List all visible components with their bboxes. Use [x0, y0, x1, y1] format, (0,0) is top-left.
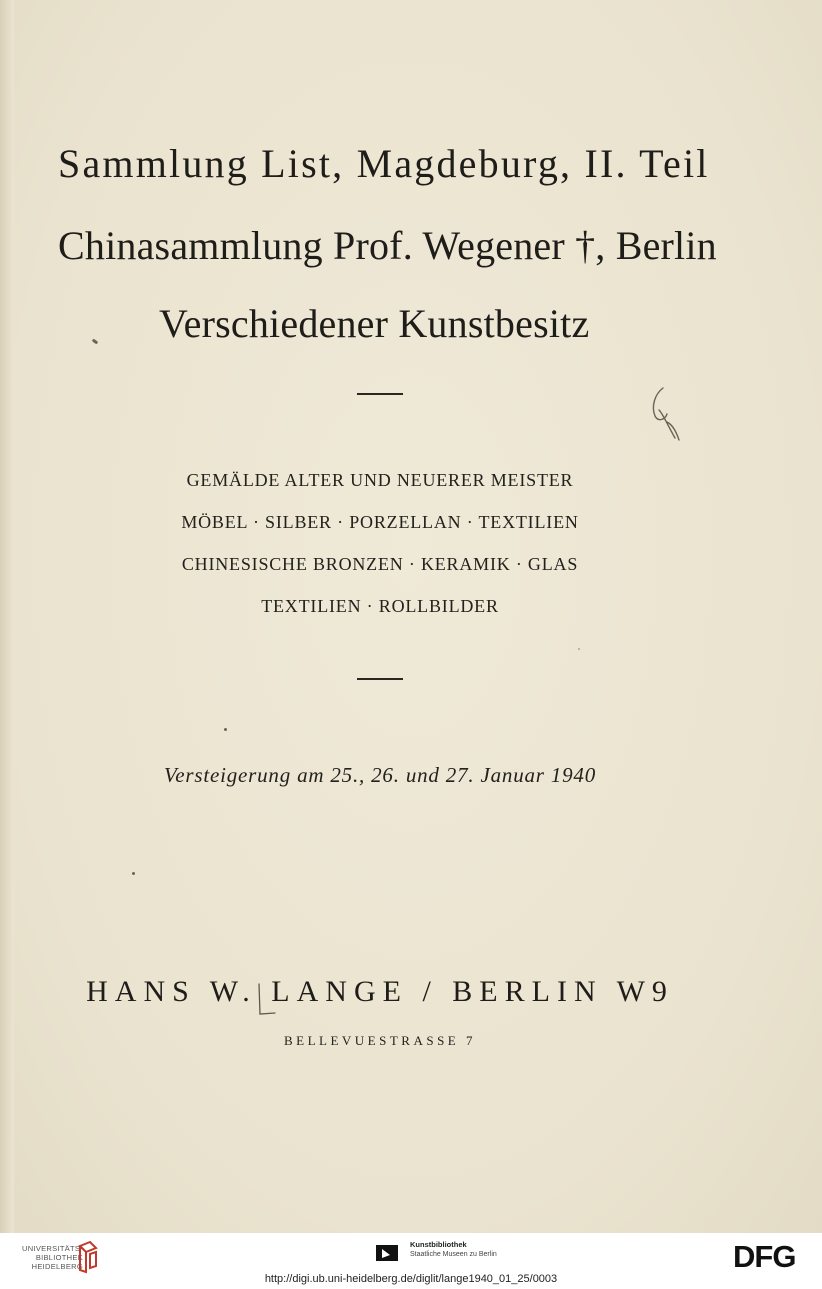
ub-line-1: UNIVERSITÄTS- — [22, 1244, 83, 1253]
title-line-2: Chinasammlung Prof. Wegener †, Berlin — [58, 223, 717, 268]
category-line-3: CHINESISCHE BRONZEN · KERAMIK · GLAS — [181, 554, 579, 574]
publisher-address: BELLEVUESTRASSE 7 — [283, 1033, 477, 1048]
ub-line-2: BIBLIOTHEK — [35, 1253, 83, 1262]
category-line-2: MÖBEL · SILBER · PORZELLAN · TEXTILIEN — [181, 512, 579, 532]
pencil-annotation-mark — [645, 384, 685, 444]
paper-speck — [132, 872, 135, 875]
dfg-logo[interactable]: DFG — [733, 1239, 796, 1274]
divider-rule-bottom — [357, 678, 403, 680]
paper-speck — [578, 648, 580, 650]
ub-heidelberg-logo-icon[interactable] — [74, 1240, 100, 1274]
divider-rule-top — [357, 393, 403, 395]
category-line-1: GEMÄLDE ALTER UND NEUERER MEISTER — [186, 470, 574, 490]
category-line-4: TEXTILIEN · ROLLBILDER — [261, 596, 499, 616]
kunstbibliothek-name: Kunstbibliothek — [410, 1240, 467, 1249]
pencil-l-mark — [255, 982, 277, 1018]
ub-heidelberg-text — [13, 1244, 83, 1271]
kunstbibliothek-subtitle: Staatliche Museen zu Berlin — [410, 1251, 497, 1258]
paper-speck — [224, 728, 227, 731]
publisher-name: HANS W. LANGE / BERLIN W9 — [86, 975, 674, 1008]
auction-date: Versteigerung am 25., 26. und 27. Januar 1940 — [163, 763, 597, 787]
title-line-3: Verschiedener Kunstbesitz — [159, 301, 590, 346]
kunstbibliothek-logo-icon[interactable] — [376, 1243, 398, 1263]
title-line-1: Sammlung List, Magdeburg, II. Teil — [58, 141, 710, 186]
source-url[interactable]: http://digi.ub.uni-heidelberg.de/diglit/lange1940_01_25/0003 — [264, 1273, 558, 1285]
ub-line-3: HEIDELBERG — [31, 1262, 83, 1271]
